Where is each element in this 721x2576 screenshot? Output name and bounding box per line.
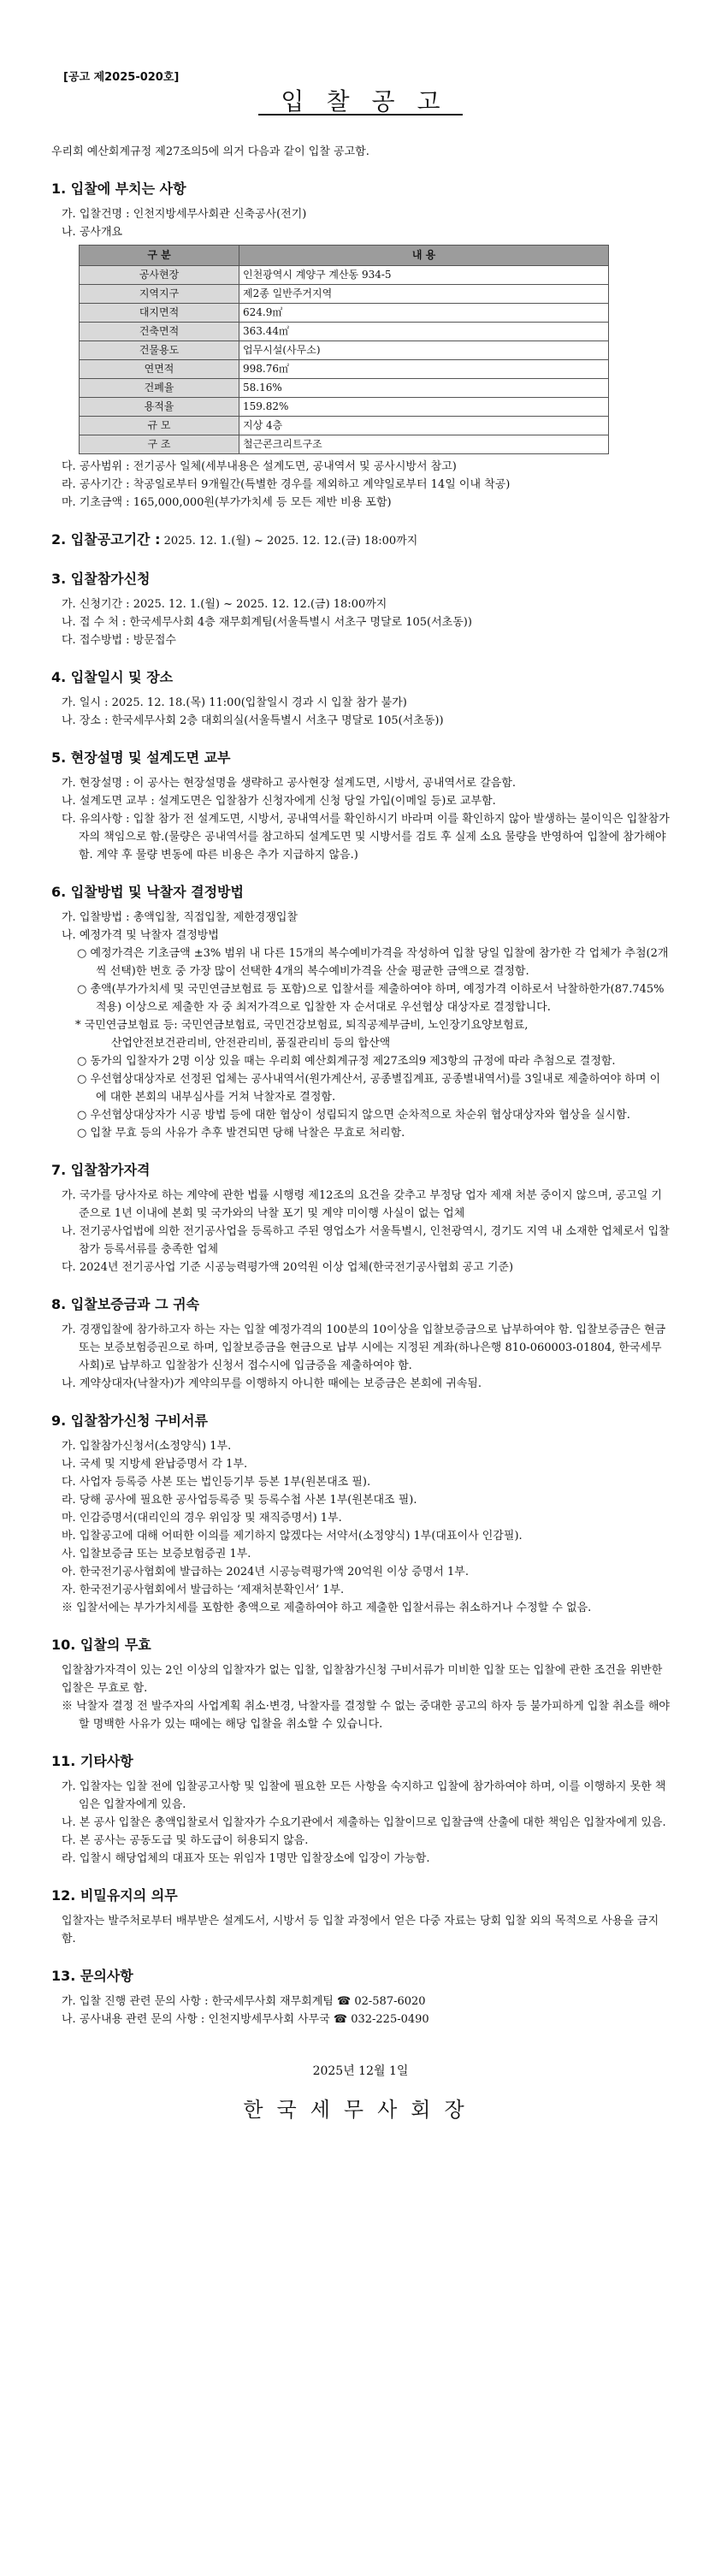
- section-4: [51, 668, 670, 730]
- contact-construction-label: 나. 공사내용 관련 문의 사항 : 인천지방세무사회 사무국: [62, 2013, 330, 2026]
- section-heading: 9. 입찰참가신청 구비서류: [51, 1412, 208, 1429]
- section-5: [51, 749, 670, 864]
- table-row: [80, 285, 609, 304]
- list-item: 가. 입찰자는 입찰 전에 입찰공고사항 및 입찰에 필요한 모든 사항을 숙지하고 입찰에 참가하여야 하며, 이를 이행하지 못한 책임은 입찰자에게 있음.: [62, 1780, 666, 1811]
- section-heading: 12. 비밀유지의 의무: [51, 1887, 178, 1904]
- drawing-delivery: 나. 설계도면 교부 : 설계도면은 입찰참가 신청자에게 신청 당일 가입(이메일 등)로 교부함.: [62, 795, 496, 808]
- list-item: 가. 경쟁입찰에 참가하고자 하는 자는 입찰 예정가격의 100분의 10이상을 입찰보증금으로 납부하여야 함. 입찰보증금은 현금 또는 보증보험증권으로 하며, 입찰보증금을 현금으로 납부 시에는 지정된 계좌(하나은행 810-060003-01804, 한국세무사회)로 납부하고 입찰참가 신청서 접수시에 입금증을 제출하여야 함.: [62, 1324, 666, 1372]
- issuer-signature: 한국세무사회장: [243, 2098, 478, 2122]
- section-heading: [51, 530, 670, 551]
- section-6: [51, 883, 670, 1142]
- table-row: [80, 435, 609, 454]
- confidentiality-text: 입찰자는 발주처로부터 배부받은 설계도서, 시방서 등 입찰 과정에서 얻은 다중 자료는 당회 입찰 외의 목적으로 사용을 금지함.: [62, 1915, 659, 1945]
- spec-value: 지상 4층: [239, 417, 609, 435]
- spec-value: 제2종 일반주거지역: [239, 285, 609, 304]
- spec-value: 업무시설(사무소): [239, 341, 609, 360]
- notice-number: [공고 제2025-020호]: [63, 71, 180, 84]
- section-13: [51, 1967, 670, 2028]
- list-item: ○ 입찰 무효 등의 사유가 추후 발견되면 당해 낙찰은 무효로 처리함.: [77, 1127, 405, 1140]
- table-row: [80, 304, 609, 323]
- list-item: ○ 총액(부가가치세 및 국민연금보험료 등 포함)으로 입찰서를 제출하여야 하며, 예정가격 이하로서 낙찰하한가(87.745% 적용) 이상으로 제출한 자 중 최저가격으로 입찰한 자 순서대로 우선협상 대상자로 결정합니다.: [77, 983, 665, 1014]
- table-row: [80, 417, 609, 435]
- bid-item-name: 가. 입찰건명 : 인천지방세무사회관 신축공사(전기): [62, 208, 307, 221]
- section-heading: 13. 문의사항: [51, 1968, 133, 1984]
- application-period: 가. 신청기간 : 2025. 12. 1.(월) ~ 2025. 12. 12.(금) 18:00까지: [62, 598, 387, 611]
- list-item: 바. 입찰공고에 대해 어떠한 이의를 제기하지 않겠다는 서약서(소정양식) 1부(대표이사 인감필).: [62, 1530, 523, 1543]
- document-title: 입찰공고: [258, 92, 462, 115]
- spec-value: 58.16%: [239, 379, 609, 398]
- list-item: ○ 동가의 입찰자가 2명 이상 있을 때는 우리회 예산회계규정 제27조의9 제3항의 규정에 따라 추첨으로 결정함.: [77, 1055, 616, 1068]
- application-method: 다. 접수방법 : 방문접수: [62, 634, 176, 647]
- section-12: [51, 1886, 670, 1948]
- list-item: 다. 2024년 전기공사업 기준 시공능력평가액 20억원 이상 업체(한국전기공사협회 공고 기준): [62, 1261, 514, 1274]
- section-heading-label: 2. 입찰공고기간 :: [51, 531, 161, 548]
- list-item: 사. 입찰보증금 또는 보증보험증권 1부.: [62, 1548, 251, 1560]
- section-heading: 3. 입찰참가신청: [51, 571, 151, 587]
- intro-text: 우리회 예산회계규정 제27조의5에 의거 다음과 같이 입찰 공고함.: [51, 145, 369, 158]
- notice-period-value: 2025. 12. 1.(월) ~ 2025. 12. 12.(금) 18:00까지: [160, 535, 418, 548]
- section-11: [51, 1752, 670, 1868]
- list-item: 나. 전기공사업법에 의한 전기공사업을 등록하고 주된 영업소가 서울특별시, 인천광역시, 경기도 지역 내 소재한 업체로서 입찰참가 등록서류를 충족한 업체: [62, 1225, 670, 1256]
- application-office: 나. 접 수 처 : 한국세무사회 4층 재무회계팀(서울특별시 서초구 명달로 105(서초동)): [62, 616, 472, 629]
- table-header: 내 용: [239, 246, 609, 266]
- list-item: 마. 인감증명서(대리인의 경우 위임장 및 재직증명서) 1부.: [62, 1512, 342, 1525]
- spec-key: 공사현장: [80, 266, 239, 285]
- invalid-bid-text: 입찰참가자격이 있는 2인 이상의 입찰자가 없는 입찰, 입찰참가신청 구비서류가 미비한 입찰 또는 입찰에 관한 조건을 위반한 입찰은 무효로 함.: [62, 1664, 663, 1695]
- base-amount: 마. 기초금액 : 165,000,000원(부가가치세 등 모든 제반 비용 포함): [62, 496, 392, 509]
- section-heading: 4. 입찰일시 및 장소: [51, 669, 174, 685]
- cancellation-note: ※ 낙찰자 결정 전 발주자의 사업계획 취소·변경, 낙찰자를 결정할 수 없는 중대한 공고의 하자 등 불가피하게 입찰 취소를 해야 할 명백한 사유가 있는 때에는 해당 입찰을 취소할 수 있습니다.: [62, 1700, 670, 1731]
- submission-note: ※ 입찰서에는 부가가치세를 포함한 총액으로 제출하여야 하고 제출한 입찰서류는 취소하거나 수정할 수 없음.: [62, 1602, 592, 1614]
- table-row: [80, 323, 609, 341]
- notice-date: 2025년 12월 1일: [312, 2064, 409, 2078]
- contact-bid: [51, 1993, 670, 2010]
- table-row: [80, 341, 609, 360]
- spec-key: 건축면적: [80, 323, 239, 341]
- table-row: [80, 360, 609, 379]
- list-item: 자. 한국전기공사협회에서 발급하는 ‘제재처분확인서’ 1부.: [62, 1584, 345, 1596]
- construction-period: 라. 공사기간 : 착공일로부터 9개월간(특별한 경우를 제외하고 계약일로부터 14일 이내 착공): [62, 478, 511, 491]
- phone-icon: ☎: [333, 2013, 348, 2026]
- spec-value: 363.44㎡: [239, 323, 609, 341]
- contact-construction-phone: 032-225-0490: [351, 2013, 429, 2026]
- section-heading: 7. 입찰참가자격: [51, 1162, 151, 1178]
- list-item: ○ 예정가격은 기초금액 ±3% 범위 내 다른 15개의 복수예비가격을 작성하여 입찰 당일 입찰에 참가한 각 업체가 추첨(2개씩 선택)한 번호 중 가장 많이 선택한 4개의 복수예비가격을 산술 평균한 금액으로 결정함.: [77, 947, 669, 978]
- section-heading: 8. 입찰보증금과 그 귀속: [51, 1296, 200, 1312]
- site-briefing: 가. 현장설명 : 이 공사는 현장설명을 생략하고 공사현장 설계도면, 시방서, 공내역서로 갈음함.: [62, 777, 517, 790]
- precautions: 다. 유의사항 : 입찰 참가 전 설계도면, 시방서, 공내역서를 확인하시기 바라며 이를 확인하지 않아 발생하는 불이익은 입찰참가자의 책임으로 함.(물량은 공내역서를 참고하되 설계도면 및 시방서를 검토 후 실제 소요 물량을 반영하여 입찰에 참가해야 함. 계약 후 물량 변동에 따른 비용은 추가 지급하지 않음.): [62, 813, 670, 862]
- spec-value: 624.9㎡: [239, 304, 609, 323]
- bid-datetime: 가. 일시 : 2025. 12. 18.(목) 11:00(입찰일시 경과 시 입찰 참가 불가): [62, 696, 407, 709]
- section-1: [51, 180, 670, 512]
- spec-key: 연면적: [80, 360, 239, 379]
- section-heading: 5. 현장설명 및 설계도면 교부: [51, 749, 231, 766]
- section-heading: 11. 기타사항: [51, 1753, 133, 1769]
- spec-key: 구 조: [80, 435, 239, 454]
- section-heading: 6. 입찰방법 및 낙찰자 결정방법: [51, 884, 244, 900]
- insurance-note: * 국민연금보험료 등: 국민연금보험료, 국민건강보험료, 퇴직공제부금비, 노인장기요양보험료,: [75, 1019, 529, 1032]
- spec-key: 대지면적: [80, 304, 239, 323]
- award-method-label: 나. 예정가격 및 낙찰자 결정방법: [62, 929, 219, 942]
- bid-method: 가. 입찰방법 : 총액입찰, 직접입찰, 제한경쟁입찰: [62, 911, 298, 924]
- bid-place: 나. 장소 : 한국세무사회 2층 대회의실(서울특별시 서초구 명달로 105(서초동)): [62, 714, 444, 727]
- section-2: [51, 530, 670, 551]
- spec-key: 지역지구: [80, 285, 239, 304]
- phone-icon: ☎: [337, 1995, 352, 2008]
- list-item: 다. 본 공사는 공동도급 및 하도급이 허용되지 않음.: [62, 1834, 309, 1847]
- table-header: 구 분: [80, 246, 239, 266]
- list-item: 라. 당해 공사에 필요한 공사업등록증 및 등록수첩 사본 1부(원본대조 필).: [62, 1494, 417, 1507]
- list-item: 라. 입찰시 해당업체의 대표자 또는 위임자 1명만 입찰장소에 입장이 가능함.: [62, 1852, 430, 1865]
- section-10: [51, 1636, 670, 1733]
- project-overview-label: 나. 공사개요: [62, 226, 123, 239]
- list-item: 다. 사업자 등록증 사본 또는 법인등기부 등본 1부(원본대조 필).: [62, 1476, 371, 1489]
- spec-value: 159.82%: [239, 398, 609, 417]
- title-area: [51, 87, 670, 115]
- construction-scope: 다. 공사범위 : 전기공사 일체(세부내용은 설계도면, 공내역서 및 공사시방서 참고): [62, 460, 457, 473]
- list-item: 아. 한국전기공사협회에 발급하는 2024년 시공능력평가액 20억원 이상 증명서 1부.: [62, 1566, 469, 1578]
- section-heading: 10. 입찰의 무효: [51, 1637, 151, 1653]
- list-item: ○ 우선협상대상자로 선정된 업체는 공사내역서(원가계산서, 공종별집계표, 공종별내역서)를 3일내로 제출하여야 하며 이에 대한 본회의 내부심사를 거쳐 낙찰자로 결정함.: [77, 1073, 661, 1104]
- list-item: 나. 국세 및 지방세 완납증명서 각 1부.: [62, 1458, 248, 1471]
- list-item: 가. 입찰참가신청서(소정양식) 1부.: [62, 1440, 232, 1453]
- spec-key: 용적율: [80, 398, 239, 417]
- spec-key: 규 모: [80, 417, 239, 435]
- table-row: [80, 379, 609, 398]
- spec-value: 인천광역시 계양구 계산동 934-5: [239, 266, 609, 285]
- list-item: 나. 계약상대자(낙찰자)가 계약의무를 이행하지 아니한 때에는 보증금은 본회에 귀속됨.: [62, 1377, 482, 1390]
- insurance-note-cont: 산업안전보건관리비, 안전관리비, 품질관리비 등의 합산액: [111, 1037, 391, 1050]
- section-8: [51, 1295, 670, 1393]
- list-item: ○ 우선협상대상자가 시공 방법 등에 대한 협상이 성립되지 않으면 순차적으로 차순위 협상대상자와 협상을 실시함.: [77, 1109, 630, 1122]
- spec-value: 철근콘크리트구조: [239, 435, 609, 454]
- table-row: [80, 266, 609, 285]
- spec-key: 건물용도: [80, 341, 239, 360]
- list-item: 가. 국가를 당사자로 하는 계약에 관한 법률 시행령 제12조의 요건을 갖추고 부정당 업자 제재 처분 중이지 않으며, 공고일 기준으로 1년 이내에 본회 및 국가와의 낙찰 포기 및 계약 미이행 사실이 없는 업체: [62, 1189, 662, 1220]
- list-item: 나. 본 공사 입찰은 총액입찰로서 입찰자가 수요기관에서 제출하는 입찰이므로 입찰금액 산출에 대한 책임은 입찰자에게 있음.: [62, 1816, 666, 1829]
- project-spec-table: [79, 245, 609, 454]
- section-9: [51, 1412, 670, 1617]
- contact-construction: [51, 2010, 670, 2028]
- spec-value: 998.76㎡: [239, 360, 609, 379]
- section-heading: 1. 입찰에 부치는 사항: [51, 181, 186, 197]
- contact-bid-phone: 02-587-6020: [354, 1995, 426, 2008]
- section-3: [51, 570, 670, 649]
- section-7: [51, 1161, 670, 1276]
- contact-bid-label: 가. 입찰 진행 관련 문의 사항 : 한국세무사회 재무회계팀: [62, 1995, 334, 2008]
- spec-key: 건폐율: [80, 379, 239, 398]
- table-row: [80, 398, 609, 417]
